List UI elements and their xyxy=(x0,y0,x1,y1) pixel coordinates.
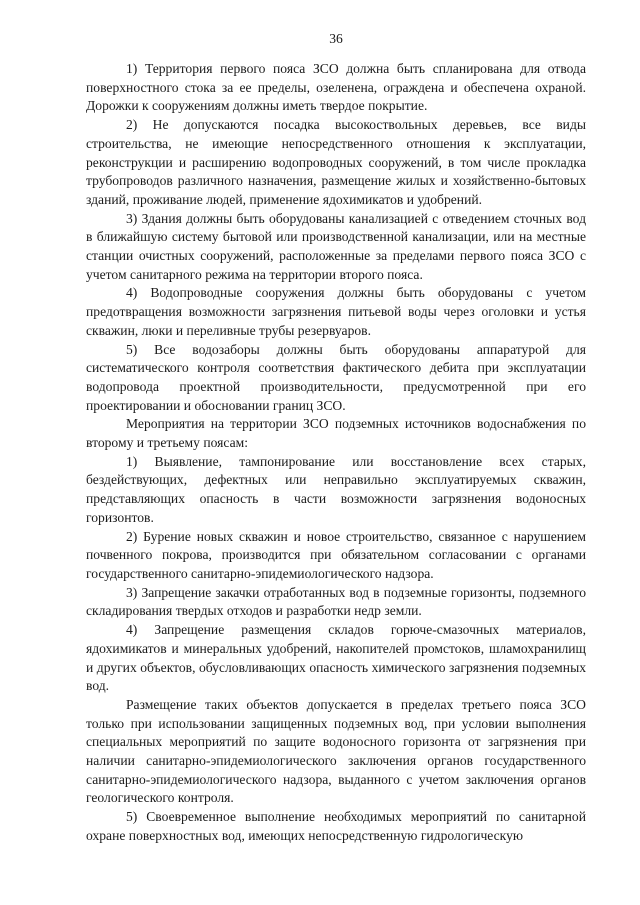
page-number: 36 xyxy=(329,31,343,46)
paragraph-zones23-placement-conditions: Размещение таких объектов допускается в пределах третьего пояса ЗСО только при использовании защищенных подземных вод, при условии выполнения специальных мероприятий по защите водоносного горизонта от загрязнения при наличии санитарно-эпидемиологического заключения органов государственного санитарно-эпидемиологического надзора, выданного с учетом заключения органов геологического контроля. xyxy=(86,696,586,806)
document-body xyxy=(86,60,586,846)
paragraph-zone1-prohibitions: 2) Не допускаются посадка высокоствольных деревьев, все виды строительства, не имеющие непосредственного отношения к эксплуатации, реконструкции и расширению водопроводных сооружений, в том числе прокладка трубопроводов различного назначения, размещение жилых и хозяйственно-бытовых зданий, проживание людей, применение ядохимикатов и удобрений. xyxy=(86,117,586,207)
paragraph-zones23-storage-ban: 4) Запрещение размещения складов горюче-смазочных материалов, ядохимикатов и минеральных удобрений, накопителей промстоков, шламохранилищ и других объектов, обусловливающих опасность химического загрязнения подземных вод. xyxy=(86,622,586,694)
document-page xyxy=(86,0,586,905)
paragraph-zone1-intakes: 5) Все водозаборы должны быть оборудованы аппаратурой для систематического контроля соответствия фактического дебита при эксплуатации водопровода проектной производительности, предусмотренной при его проектировании и обосновании границ ЗСО. xyxy=(86,341,586,413)
paragraph-zones23-wells: 1) Выявление, тампонирование или восстановление всех старых, бездействующих, дефектных или неправильно эксплуатируемых скважин, представляющих опасность в части возможности загрязнения водоносных горизонтов. xyxy=(86,453,586,525)
paragraph-zones23-drilling: 2) Бурение новых скважин и новое строительство, связанное с нарушением почвенного покрова, производится при обязательном согласовании с органами государственного санитарно-эпидемиологического надзора. xyxy=(86,528,586,581)
paragraph-zone1-planning: 1) Территория первого пояса ЗСО должна быть спланирована для отвода поверхностного стока за ее пределы, озеленена, ограждена и обеспечена охраной. Дорожки к сооружениям должны иметь твердое покрытие. xyxy=(86,61,586,114)
paragraph-zones23-intro: Мероприятия на территории ЗСО подземных источников водоснабжения по второму и третьему поясам: xyxy=(86,416,586,451)
paragraph-zones23-surface-water: 5) Своевременное выполнение необходимых мероприятий по санитарной охране поверхностных вод, имеющих непосредственную гидрологическую xyxy=(86,809,586,843)
paragraph-zone1-water-facilities: 4) Водопроводные сооружения должны быть оборудованы с учетом предотвращения возможности загрязнения питьевой воды через оголовки и устья скважин, люки и переливные трубы резервуаров. xyxy=(86,285,586,338)
paragraph-zone1-sewerage: 3) Здания должны быть оборудованы канализацией с отведением сточных вод в ближайшую систему бытовой или производственной канализации, или на местные станции очистных сооружений, расположенные за пределами первого пояса ЗСО с учетом санитарного режима на территории второго пояса. xyxy=(86,210,586,282)
paragraph-zones23-injection-ban: 3) Запрещение закачки отработанных вод в подземные горизонты, подземного складирования твердых отходов и разработки недр земли. xyxy=(86,584,586,619)
